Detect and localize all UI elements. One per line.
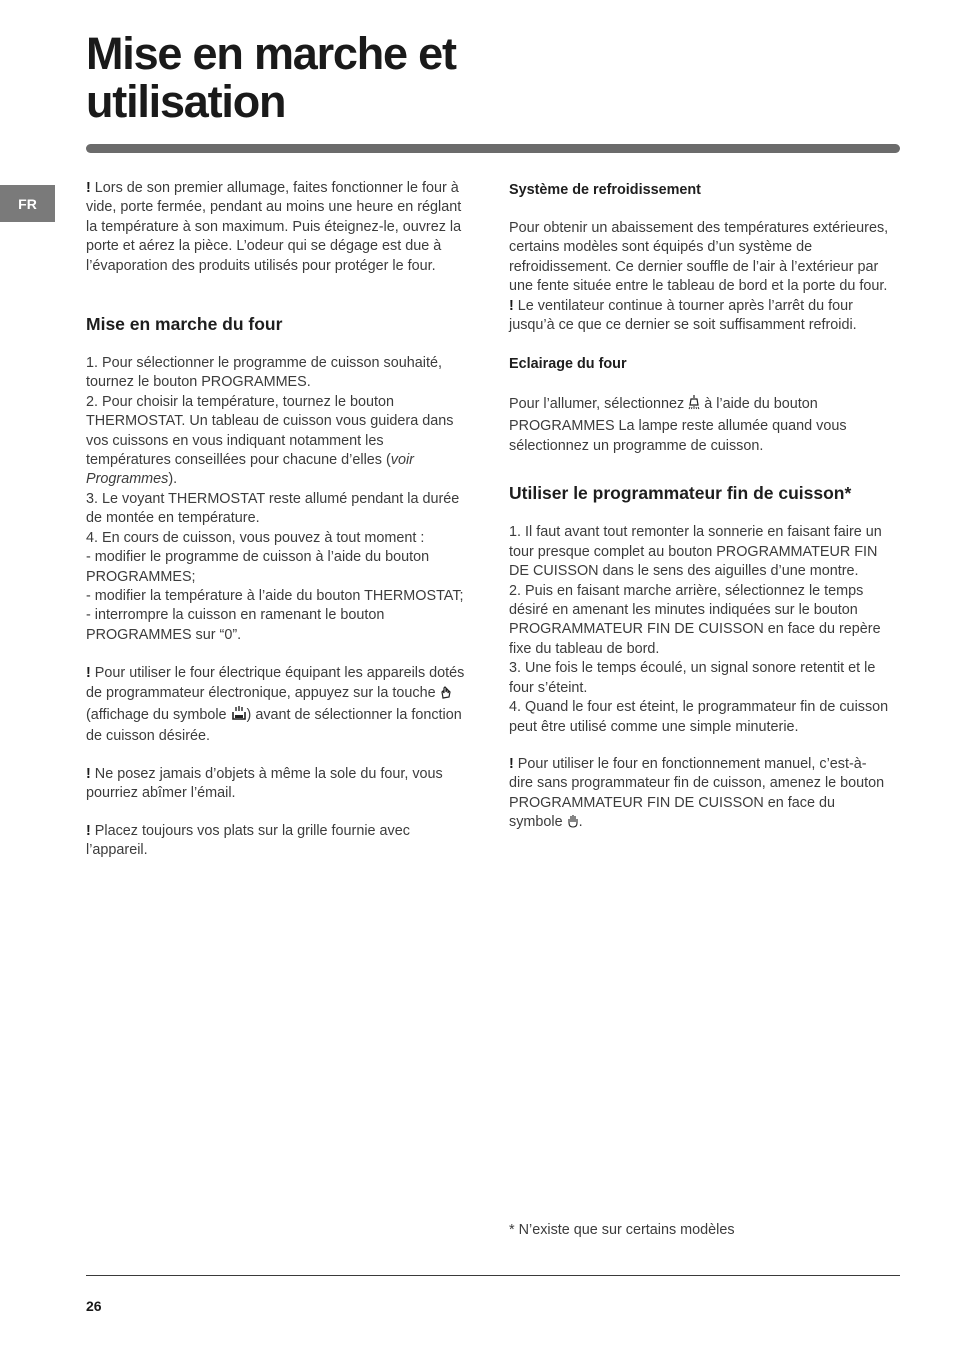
section-title-start: Mise en marche du four xyxy=(86,314,283,335)
list-item: 3. Le voyant THERMOSTAT reste allumé pendant la durée de montée en température. xyxy=(86,490,460,527)
footnote: * N’existe que sur certains modèles xyxy=(509,1222,735,1238)
list-item: 1. Il faut avant tout remonter la sonnerie en faisant faire un tour presque complet au bouton PROGRAMMATEUR FIN DE CUISSON dans le sens des aiguilles d’une montre. xyxy=(509,524,882,580)
note-oven-floor: ! Ne posez jamais d’objets à même la sole du four, vous pourriez abîmer l’émail. xyxy=(86,765,443,802)
note-grill: ! Placez toujours vos plats sur la grille fournie avec l’appareil. xyxy=(86,822,410,858)
warning-mark: ! xyxy=(86,665,91,682)
steps-list xyxy=(86,354,466,645)
list-item: 2. Pour choisir la température, tournez le bouton THERMOSTAT. Un tableau de cuisson vous guidera dans vos cuissons en vous indiquant notamment les températures conseillées pour chacune d’elles (voir Programmes). xyxy=(86,393,454,488)
light-title: Eclairage du four xyxy=(509,356,627,373)
cooling-text: Pour obtenir un abaissement des températures extérieures, certains modèles sont équipés d’un système de refroidissement. Ce dernier souffle de l’air à l’extérieur par une fente située entre le tableau de bord et la porte du four. xyxy=(509,220,889,295)
list-item: - modifier le programme de cuisson à l’aide du bouton PROGRAMMES; xyxy=(86,549,430,585)
lamp-icon xyxy=(688,394,700,416)
title-divider xyxy=(86,144,900,153)
intro-paragraph xyxy=(86,179,466,276)
list-item: 3. Une fois le temps écoulé, un signal sonore retentit et le four s’éteint. xyxy=(509,660,876,696)
right-column xyxy=(509,179,889,835)
warning-mark: ! xyxy=(86,180,91,196)
page-number: 26 xyxy=(86,1298,102,1314)
warning-mark: ! xyxy=(509,755,514,772)
list-item: 2. Puis en faisant marche arrière, sélectionnez le temps désiré en amenant les minutes indiquées sur le bouton PROGRAMMATEUR FIN DE CUISSON en face du repère fixe du tableau de bord. xyxy=(509,582,881,657)
manual-hand-icon xyxy=(567,814,579,834)
hand-touch-icon xyxy=(440,685,452,705)
page-title: Mise en marche et utilisation xyxy=(86,28,456,127)
warning-mark: ! xyxy=(86,765,91,782)
intro-text: Lors de son premier allumage, faites fonctionner le four à vide, porte fermée, pendant au moins une heure en réglant la température à son maximum. Puis éteignez-le, ouvrez la porte et aérez la pièce. L’odeur qui se dégage est due à l’évaporation des produits utilisés pour protéger le four. xyxy=(86,180,462,274)
warning-mark: ! xyxy=(86,822,91,839)
timer-title: Utiliser le programmateur fin de cuisson* xyxy=(509,483,852,504)
list-item: - modifier la température à l’aide du bouton THERMOSTAT; xyxy=(86,587,464,604)
note-electronic-programmer: ! Pour utiliser le four électrique équipant les appareils dotés de programmateur électronique, appuyez sur la touche (affichage du symbole ) avant de sélectionner la fonction de cuisson désirée. xyxy=(86,665,465,745)
cooling-title: Système de refroidissement xyxy=(509,182,701,198)
cooking-pot-icon xyxy=(231,705,247,727)
list-item: 1. Pour sélectionner le programme de cuisson souhaité, tournez le bouton PROGRAMMES. xyxy=(86,355,442,391)
cooling-note: ! Le ventilateur continue à tourner après l’arrêt du four jusqu’à ce que ce dernier se soit suffisamment refroidi. xyxy=(509,297,857,334)
list-item: 4. Quand le four est éteint, le programmateur fin de cuisson peut être utilisé comme une simple minuterie. xyxy=(509,699,889,735)
warning-mark: ! xyxy=(509,297,514,314)
light-text: Pour l’allumer, sélectionnez à l’aide du bouton PROGRAMMES La lampe reste allumée quand vous sélectionnez un programme de cuisson. xyxy=(509,396,847,455)
footer-divider xyxy=(86,1275,900,1276)
timer-note: ! Pour utiliser le four en fonctionnement manuel, c’est-à-dire sans programmateur fin de cuisson, amenez le bouton PROGRAMMATEUR FIN DE CUISSON en face du symbole . xyxy=(509,755,889,835)
timer-steps-list xyxy=(509,523,889,736)
list-item: 4. En cours de cuisson, vous pouvez à tout moment : xyxy=(86,529,425,546)
left-column xyxy=(86,179,466,860)
list-item: - interrompre la cuisson en ramenant le bouton PROGRAMMES sur “0”. xyxy=(86,607,385,643)
language-tab: FR xyxy=(0,185,55,222)
programmes-reference: voir Programmes xyxy=(86,452,414,488)
